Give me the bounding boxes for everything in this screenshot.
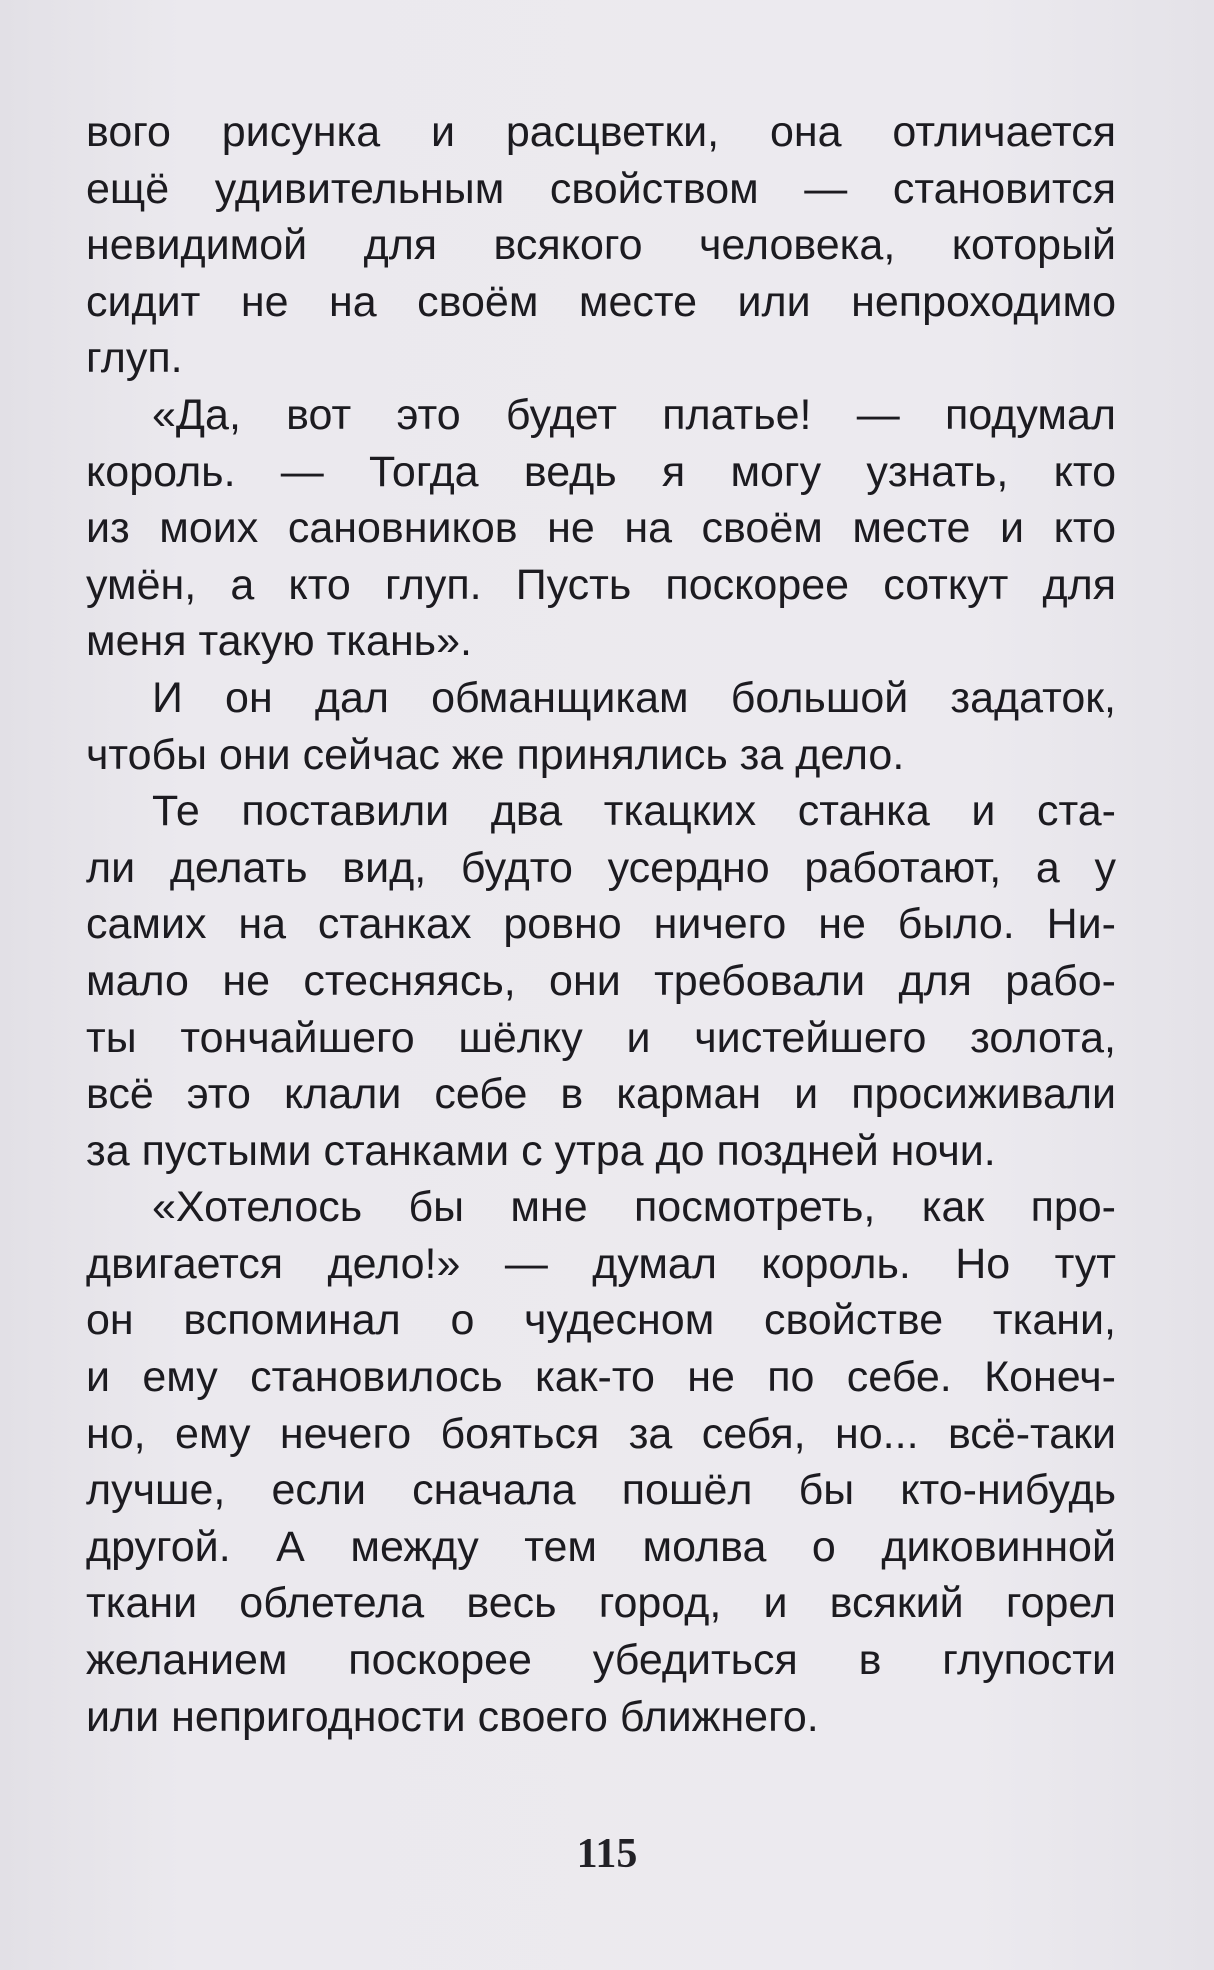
text-line: и ему становилось как-то не по себе. Конеч- [86,1353,1116,1402]
text-line: невидимой для всякого человека, который [86,221,1116,270]
text-line: глуп. [86,334,183,383]
paragraph [86,104,1116,387]
text-line: чтобы они сейчас же принялись за дело. [86,730,905,779]
text-line: сидит не на своём месте или непроходимо [86,277,1116,326]
text-line: лучше, если сначала пошёл бы кто-нибудь [86,1466,1116,1515]
page-number: 115 [576,1831,638,1877]
body-text [86,104,1116,1745]
paragraph [86,1179,1116,1745]
text-line: И он дал обманщикам большой задаток, [152,673,1116,722]
text-line: он вспоминал о чудесном свойстве ткани, [86,1296,1116,1345]
text-line: меня такую ткань». [86,617,472,666]
text-line: «Да, вот это будет платье! — подумал [152,390,1116,439]
text-line: «Хотелось бы мне посмотреть, как про- [152,1183,1116,1232]
text-line: желанием поскорее убедиться в глупости [86,1636,1116,1685]
text-line: умён, а кто глуп. Пусть поскорее соткут для [86,560,1116,609]
paragraph [86,783,1116,1179]
text-line: другой. А между тем молва о диковинной [86,1522,1116,1571]
text-line: ещё удивительным свойством — становится [86,164,1116,213]
text-line: мало не стесняясь, они требовали для рабо- [86,956,1116,1005]
text-line: король. — Тогда ведь я могу узнать, кто [86,447,1116,496]
text-line: ли делать вид, будто усердно работают, а у [86,843,1116,892]
text-line: Те поставили два ткацких станка и ста- [152,787,1116,836]
text-line: ты тончайшего шёлку и чистейшего золота, [86,1013,1116,1062]
text-line: самих на станках ровно ничего не было. Ни- [86,900,1116,949]
text-line: всё это клали себе в карман и просиживали [86,1070,1116,1119]
text-line: вого рисунка и расцветки, она отличается [86,108,1116,156]
paragraph [86,387,1116,670]
text-line: за пустыми станками с утра до поздней ночи. [86,1126,996,1175]
text-line: двигается дело!» — думал король. Но тут [86,1239,1116,1288]
text-line: ткани облетела весь город, и всякий горел [86,1579,1116,1628]
text-line: или непригодности своего ближнего. [86,1692,819,1741]
paragraph [86,670,1116,783]
text-line: из моих сановников не на своём месте и кто [86,504,1116,553]
text-line: но, ему нечего бояться за себя, но... всё-таки [86,1409,1116,1458]
